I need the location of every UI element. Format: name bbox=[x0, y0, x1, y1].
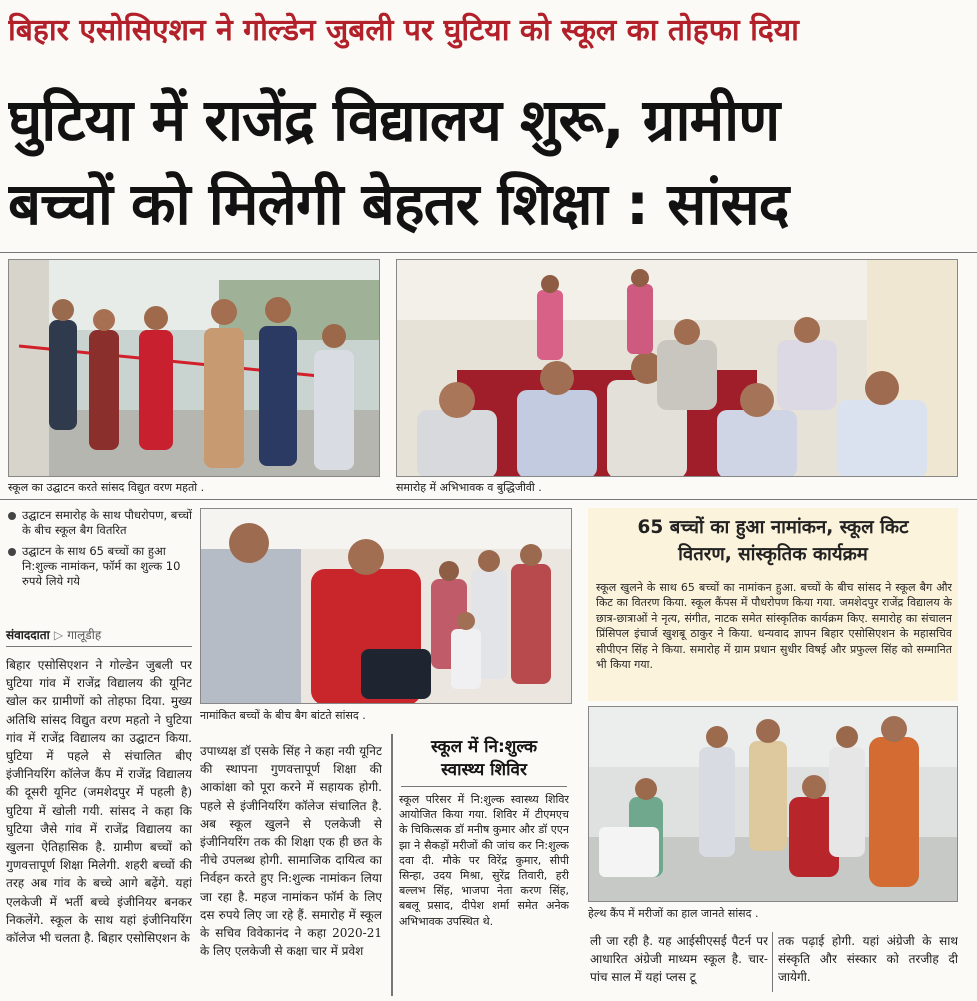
divider bbox=[6, 646, 192, 647]
health-title-line-2: स्वास्थ्य शिविर bbox=[441, 760, 527, 780]
health-camp-image bbox=[589, 707, 958, 902]
highlight-item: उद्घाटन समारोह के साथ पौधरोपण, बच्चों के बीच स्कूल बैग वितरित bbox=[6, 508, 192, 538]
reporter-label: संवाददाता bbox=[6, 628, 50, 642]
bag-distribution-photo bbox=[200, 508, 572, 704]
health-title-line-1: स्कूल में नि:शुल्क bbox=[430, 737, 538, 757]
enrollment-title-line-1: 65 बच्चों का हुआ नामांकन, स्कूल किट bbox=[637, 517, 909, 538]
divider bbox=[401, 786, 567, 787]
health-camp-box bbox=[391, 734, 572, 996]
inauguration-caption: स्कूल का उद्घाटन करते सांसद विद्युत वरण महतो . bbox=[8, 481, 205, 494]
story-column-4: ली जा रही है. यह आईसीएसई पैटर्न पर आधारित अंग्रेजी माध्यम स्कूल है. चार-पांच साल में यहां प्लस टू bbox=[590, 934, 768, 985]
story-column-2: उपाध्यक्ष डॉ एसके सिंह ने कहा नयी यूनिट की स्थापना गुणवत्तापूर्ण शिक्षा की आकांक्षा को पूरा करने में सहायक होगी. पहले से इंजीनियरिंग कॉलेज संचालित है. अब स्कूल खुलने से एलकेजी से इंजीनियरिंग तक की शिक्षा एक ही छत के नीचे उपलब्ध होगी. सामाजिक दायित्व का निर्वहन करते हुए नि:शुल्क नामांकन लिया जा रहा है. महज नामांकन फॉर्म के लिए दस रुपये लिए जा रहे हैं. समारोह में स्कूल के सचिव विवेकानंद ने कहा 2020-21 के लिए एलकेजी से कक्षा चार में प्रवेश bbox=[200, 744, 382, 959]
bag-distribution-image bbox=[201, 509, 572, 704]
location-arrow-icon: ▷ bbox=[53, 628, 68, 642]
health-caption: हेल्थ कैंप में मरीजों का हाल जानते सांसद . bbox=[588, 907, 759, 920]
divider bbox=[0, 499, 977, 500]
enrollment-title-line-2: वितरण, सांस्कृतिक कार्यक्रम bbox=[678, 544, 868, 565]
enrollment-text: स्कूल खुलने के साथ 65 बच्चों का नामांकन हुआ. बच्चों के बीच सांसद ने स्कूल बैग और किट का वितरण किया. स्कूल कैंपस में पौधरोपण किया गया. जमशेदपुर राजेंद्र विद्यालय के छात्र-छात्राओं ने नृत्य, संगीत, नाटक समेत सांस्कृतिक कार्यक्रम किए. समारोह का संचालन प्रिंसिपल इंचार्ज खुशबू ठाकुर ने किया. धन्यवाद ज्ञापन बिहार एसोसिएशन के महासचिव सीपीएन सिंह ने किया. समारोह में ग्राम प्रधान सुधीर विषई और प्रफुल्ल सिंह को सम्मानित भी किया गया. bbox=[596, 581, 952, 672]
divider bbox=[0, 252, 977, 253]
health-camp-photo bbox=[588, 706, 958, 902]
inauguration-photo bbox=[8, 259, 380, 477]
health-camp-text: स्कूल परिसर में नि:शुल्क स्वास्थ्य शिविर आयोजित किया गया. शिविर में टीएमएच के चिकित्सक डॉ मनीष कुमार और डॉ एएन झा ने सैकड़ों मरीजों की जांच कर नि:शुल्क दवा दी. मौके पर विरेंद्र कुमार, सीपी सिन्हा, उदय मिश्रा, सुरेंद्र तिवारी, हरी बल्लभ सिंह, भाजपा नेता करण सिंह, बबलू प्रसाद, दीपेश शर्मा समेत अनेक अभिभावक उपस्थित थे. bbox=[399, 793, 569, 928]
location-label: गालूडीह bbox=[67, 628, 102, 642]
audience-photo bbox=[396, 259, 958, 477]
divider bbox=[772, 932, 773, 992]
headline-line-1: घुटिया में राजेंद्र विद्यालय शुरू, ग्रामीण bbox=[8, 86, 780, 154]
kicker-headline: बिहार एसोसिएशन ने गोल्डेन जुबली पर घुटिया को स्कूल का तोहफा दिया bbox=[8, 13, 799, 48]
enrollment-title bbox=[592, 514, 954, 568]
enrollment-box bbox=[588, 508, 958, 701]
byline bbox=[6, 626, 192, 643]
divider bbox=[391, 734, 393, 996]
highlight-item: उद्घाटन के साथ 65 बच्चों का हुआ नि:शुल्क नामांकन, फॉर्म का शुल्क 10 रुपये लिये गये bbox=[6, 544, 192, 589]
ribbon-cutting-image bbox=[9, 260, 380, 477]
audience-caption: समारोह में अभिभावक व बुद्धिजीवी . bbox=[396, 481, 542, 494]
headline-line-2: बच्चों को मिलेगी बेहतर शिक्षा : सांसद bbox=[8, 170, 789, 238]
bags-caption: नामांकित बच्चों के बीच बैग बांटते सांसद . bbox=[200, 709, 366, 722]
story-column-5: तक पढ़ाई होगी. यहां अंग्रेजी के साथ संस्कृति और संस्कार को तरजीह दी जायेगी. bbox=[778, 934, 958, 985]
story-column-1: बिहार एसोसिएशन ने गोल्डेन जुबली पर घुटिया गांव में राजेंद्र विद्यालय की यूनिट खोल कर ग्रामीणों को तोहफा दिया. मुख्य अतिथि सांसद विद्युत वरण महतो ने घुटिया गांव में राजेंद्र विद्यालय का उद्घाटन किया. घुटिया में पहले से संचालित बीए इंजीनियरिंग कॉलेज कैंप में राजेंद्र विद्यालय की दूसरी यूनिट (जमशेदपुर में पहली है) घुटिया में खोली गयी. सांसद ने कहा कि घुटिया जैसे गांव में राजेंद्र विद्यालय का खुलना ऐतिहासिक है. ग्रामीण बच्चों को गुणवत्तापूर्ण शिक्षा मिलेगी. शहरी बच्चों की तरह अब गांव के बच्चे आगे बढ़ेंगे. यहां एलकेजी में भर्ती बच्चे इंजीनियर बनकर निकलेंगे. स्कूल के साथ यहां इंजीनियरिंग कॉलेज भी चलता है. बिहार एसोसिएशन के bbox=[6, 658, 192, 946]
health-camp-title bbox=[399, 736, 569, 782]
audience-image bbox=[397, 260, 958, 477]
main-headline bbox=[8, 78, 970, 246]
highlights-list bbox=[6, 508, 192, 595]
